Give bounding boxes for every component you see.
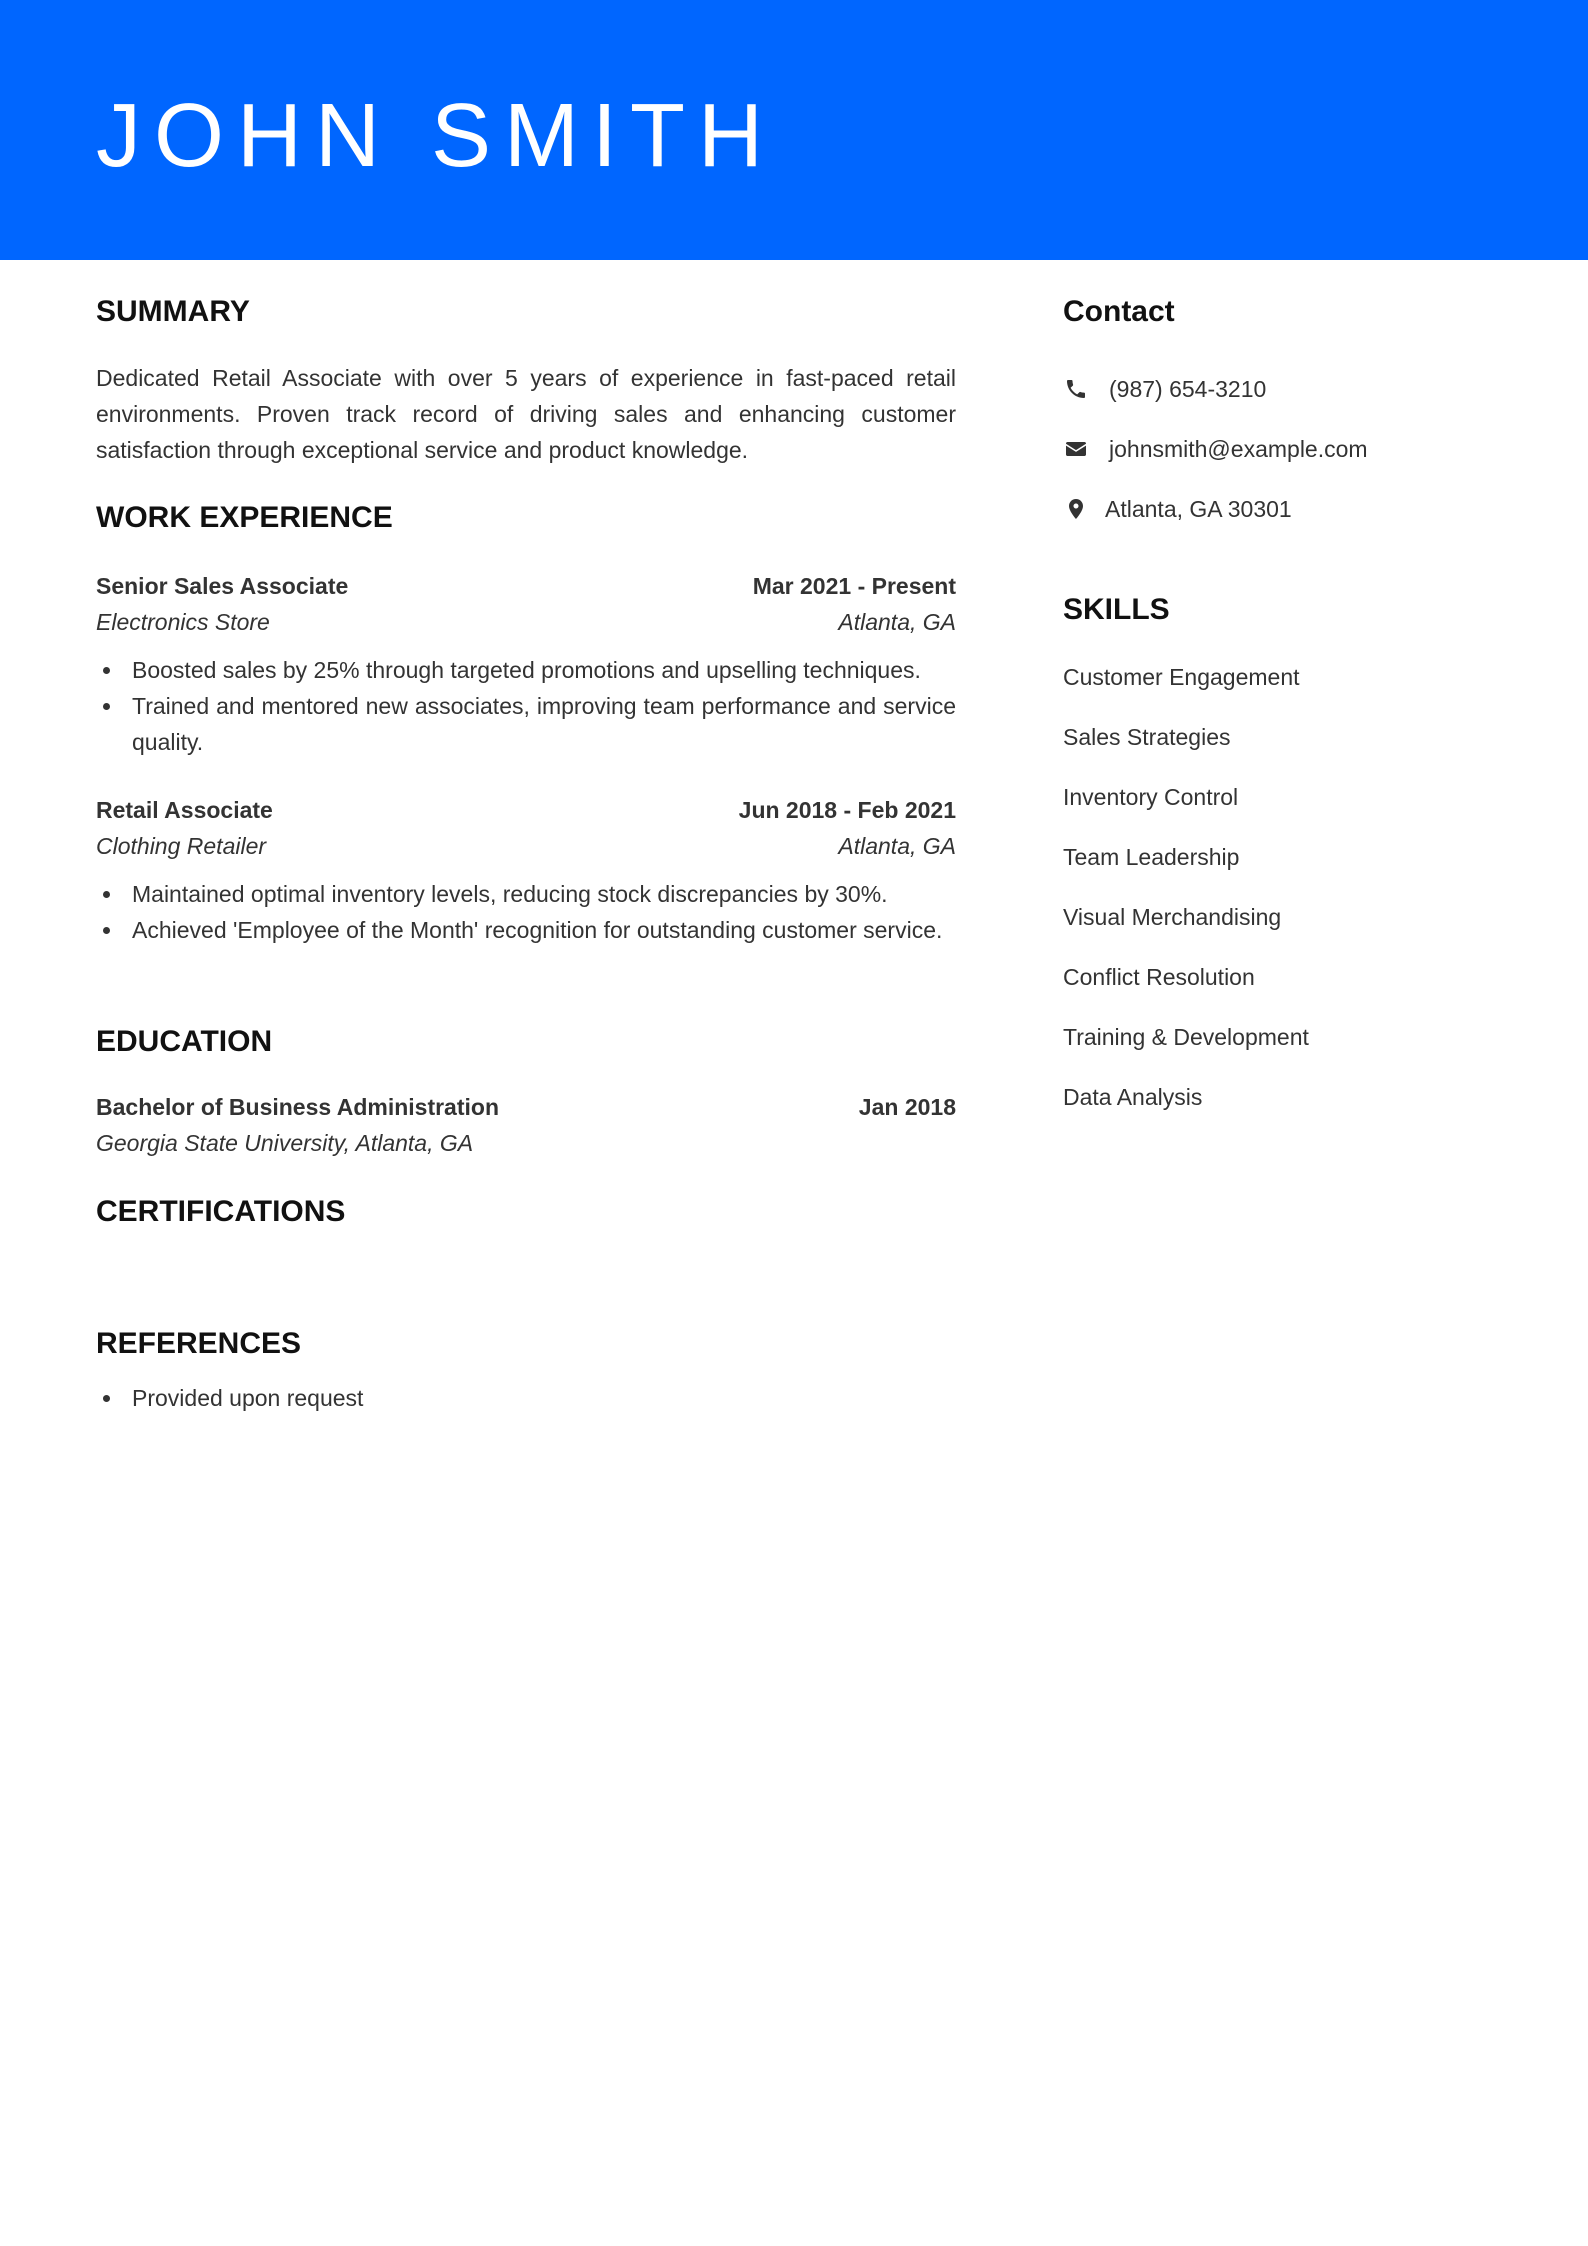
job-role: Senior Sales Associate (96, 573, 349, 599)
bullet-dot (103, 1395, 110, 1402)
envelope-icon (1063, 436, 1089, 462)
contact-phone (1063, 371, 1266, 407)
phone-number: (987) 654-3210 (1109, 376, 1267, 402)
references-list (96, 1380, 956, 1416)
job-dates: Mar 2021 - Present (752, 573, 956, 599)
reference-bullets (96, 1380, 956, 1416)
certifications-heading: CERTIFICATIONS (96, 1195, 346, 1228)
skill-item: Training & Development (1063, 1024, 1309, 1050)
bullet-item (96, 1380, 956, 1416)
degree: Bachelor of Business Administration (96, 1094, 499, 1120)
school: Georgia State University, Atlanta, GA (96, 1130, 474, 1156)
job-bullets (96, 652, 956, 760)
address-text: Atlanta, GA 30301 (1105, 496, 1292, 522)
bullet-text: Provided upon request (132, 1385, 364, 1411)
graduation-date: Jan 2018 (858, 1094, 956, 1120)
email-address: johnsmith@example.com (1109, 436, 1368, 462)
skills-heading: SKILLS (1063, 593, 1170, 626)
bullet-text: Achieved 'Employee of the Month' recognition for outstanding customer service. (132, 917, 943, 943)
job-role: Retail Associate (96, 797, 273, 823)
job-dates: Jun 2018 - Feb 2021 (738, 797, 956, 823)
skill-item: Visual Merchandising (1063, 904, 1282, 930)
header-banner (0, 0, 1588, 260)
bullet-item (96, 912, 956, 948)
job-location: Atlanta, GA (838, 833, 956, 859)
bullet-dot (103, 667, 110, 674)
skill-item: Conflict Resolution (1063, 964, 1255, 990)
job-company: Electronics Store (96, 609, 270, 635)
candidate-name: JOHN SMITH (96, 86, 776, 186)
bullet-text: Boosted sales by 25% through targeted promotions and upselling techniques. (132, 657, 921, 683)
skill-item: Team Leadership (1063, 844, 1240, 870)
contact-email (1063, 431, 1368, 467)
bullet-text: Trained and mentored new associates, improving team performance and service quality. (132, 693, 956, 755)
work-experience-heading: WORK EXPERIENCE (96, 501, 393, 534)
bullet-item (96, 688, 956, 760)
job-entry (96, 568, 956, 760)
job-company: Clothing Retailer (96, 833, 267, 859)
education-heading: EDUCATION (96, 1025, 273, 1058)
job-location: Atlanta, GA (838, 609, 956, 635)
skill-item: Data Analysis (1063, 1084, 1203, 1110)
references-heading: REFERENCES (96, 1327, 302, 1360)
bullet-dot (103, 927, 110, 934)
skill-item: Sales Strategies (1063, 724, 1231, 750)
job-bullets (96, 876, 956, 948)
bullet-item (96, 652, 956, 688)
bullet-dot (103, 891, 110, 898)
map-pin-icon (1063, 496, 1089, 522)
bullet-dot (103, 703, 110, 710)
bullet-item (96, 876, 956, 912)
job-entry (96, 792, 956, 948)
summary-heading: SUMMARY (96, 295, 250, 328)
contact-address (1063, 491, 1292, 527)
phone-icon (1063, 376, 1089, 402)
bullet-text: Maintained optimal inventory levels, reducing stock discrepancies by 30%. (132, 881, 888, 907)
education-entry (96, 1089, 956, 1161)
skill-item: Inventory Control (1063, 784, 1239, 810)
contact-heading: Contact (1063, 295, 1175, 328)
summary-text: Dedicated Retail Associate with over 5 years of experience in fast-paced retail environments. Proven track record of driving sales and enhancing customer satisfaction through exceptional service and product knowledge. (96, 365, 956, 463)
skill-item: Customer Engagement (1063, 664, 1300, 690)
